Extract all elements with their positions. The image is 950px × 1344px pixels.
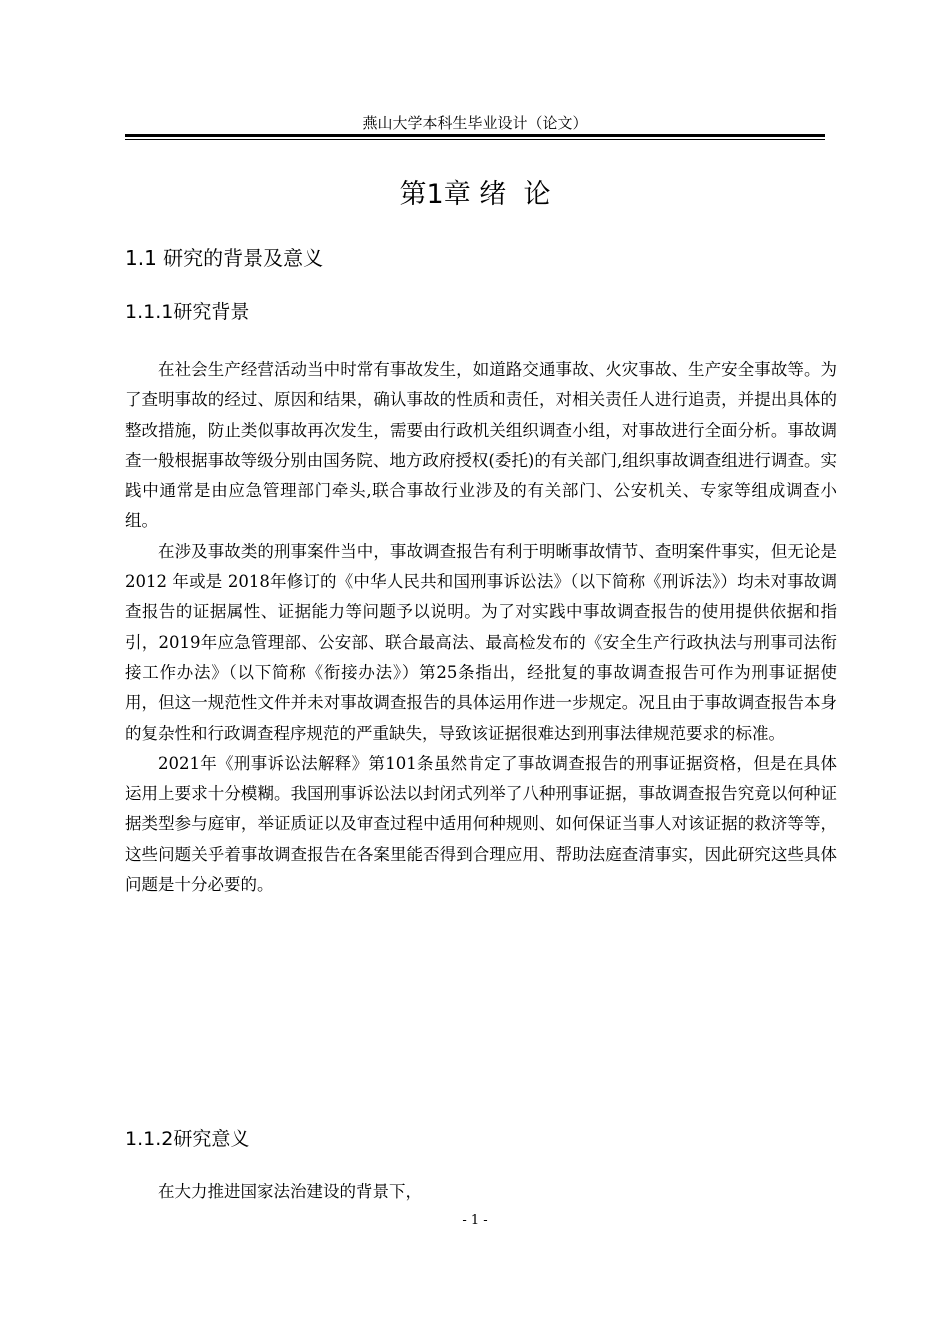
running-header: 燕山大学本科生毕业设计（论文） (362, 114, 588, 132)
subsection-heading-1-1-2: 1.1.2研究意义 (125, 1128, 250, 1150)
header-rule-thin (125, 139, 825, 140)
paragraph: 在涉及事故类的刑事案件当中，事故调查报告有利于明晰事故情节、查明案件事实，但无论是 2012 年或是 2018年修订的《中华人民共和国刑事诉讼法》（以下简称《刑诉法》）均未对事故调查报告的证据属性、证据能力等问题予以说明。为了对实践中事故调查报告的使用提供依据和指引，2019年应急管理部、公安部、联合最高法、最高检发布的《安全生产行政执法与刑事司法衔接工作办法》（以下简称《衔接办法》）第25条指出，经批复的事故调查报告可作为刑事证据使用，但这一规范性文件并未对事故调查报告的具体运用作进一步规定。况且由于事故调查报告本身的复杂性和行政调查程序规范的严重缺失，导致该证据很难达到刑事法律规范要求的标准。 (125, 541, 837, 743)
page-number: - 1 - (462, 1213, 488, 1228)
chapter-title: 第1章 绪 论 (399, 179, 551, 210)
subsection-heading-1-1-1: 1.1.1研究背景 (125, 301, 250, 323)
subsection-body-1-1-1 (125, 355, 837, 900)
paragraph: 在社会生产经营活动当中时常有事故发生，如道路交通事故、火灾事故、生产安全事故等。为了查明事故的经过、原因和结果，确认事故的性质和责任，对相关责任人进行追责，并提出具体的整改措施，防止类似事故再次发生，需要由行政机关组织调查小组，对事故进行全面分析。事故调查一般根据事故等级分别由国务院、地方政府授权(委托)的有关部门,组织事故调查组进行调查。实践中通常是由应急管理部门牵头,联合事故行业涉及的有关部门、公安机关、专家等组成调查小组。 (125, 360, 837, 531)
paragraph: 在大力推进国家法治建设的背景下， (158, 1182, 422, 1201)
header-rule-thick (125, 134, 825, 137)
subsection-body-1-1-2 (125, 1177, 837, 1207)
section-heading-1-1: 1.1 研究的背景及意义 (125, 246, 324, 270)
paragraph: 2021年《刑事诉讼法解释》第101条虽然肯定了事故调查报告的刑事证据资格，但是在具体运用上要求十分模糊。我国刑事诉讼法以封闭式列举了八种刑事证据，事故调查报告究竟以何种证据类型参与庭审，举证质证以及审查过程中适用何种规则、如何保证当事人对该证据的救济等等，这些问题关乎着事故调查报告在各案里能否得到合理应用、帮助法庭查清事实，因此研究这些具体问题是十分必要的。 (125, 753, 837, 895)
